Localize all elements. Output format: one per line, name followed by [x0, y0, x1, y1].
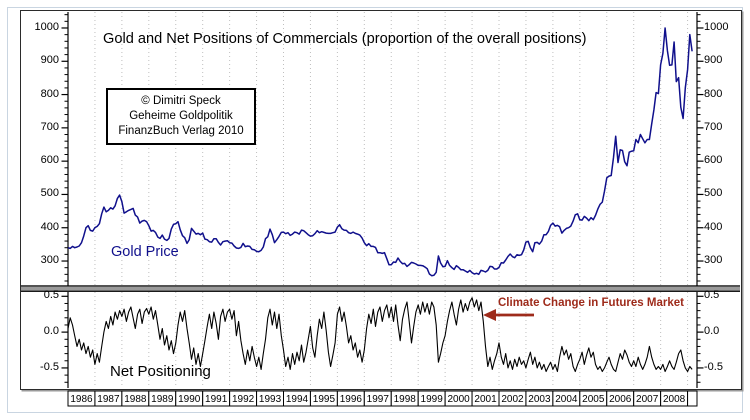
y-axis-tick-label: 1000	[34, 20, 59, 33]
panel-divider	[21, 287, 740, 291]
copyright-line-3: FinanzBuch Verlag 2010	[118, 125, 244, 137]
x-axis-year-label: 1987	[97, 393, 120, 405]
copyright-line-2: Geheime Goldpolitik	[129, 110, 233, 122]
y-axis-tick-label: 800	[704, 87, 723, 100]
y-axis-tick-label: 1000	[704, 20, 729, 33]
y-axis-tick-label: 500	[704, 187, 723, 200]
x-axis-year-label: 2002	[501, 393, 524, 405]
chart-title: Gold and Net Positions of Commercials (proportion of the overall positions)	[103, 31, 587, 47]
gold-price-line	[68, 28, 692, 276]
left-arrow-icon	[483, 309, 496, 321]
y-axis-tick-label: -0.5	[704, 360, 723, 373]
y-axis-tick-label: 300	[704, 254, 723, 267]
y-axis-tick-label: 400	[704, 220, 723, 233]
y-axis-tick-label: 0.5	[704, 289, 720, 302]
net-positioning-series-label: Net Positioning	[110, 363, 211, 380]
x-axis-year-label: 1988	[124, 393, 147, 405]
year-cell-empty	[688, 391, 697, 406]
x-axis-year-label: 2007	[636, 393, 659, 405]
annotation-label: Climate Change in Futures Market	[498, 297, 684, 309]
y-axis-tick-label: 0.5	[43, 289, 59, 302]
y-axis-tick-label: 700	[40, 120, 59, 133]
y-axis-tick-label: 300	[40, 254, 59, 267]
x-axis-year-label: 2003	[528, 393, 551, 405]
y-axis-tick-label: 400	[40, 220, 59, 233]
y-axis-tick-label: 500	[40, 187, 59, 200]
x-axis-year-label: 1991	[205, 393, 228, 405]
x-axis-year-label: 1998	[393, 393, 416, 405]
y-axis-tick-label: 600	[704, 154, 723, 167]
x-axis-year-label: 1995	[312, 393, 336, 405]
y-axis-tick-label: 0.0	[704, 325, 720, 338]
y-axis-tick-label: 700	[704, 120, 723, 133]
x-axis-year-label: 2006	[609, 393, 632, 405]
x-axis-year-label: 2005	[582, 393, 605, 405]
x-axis-year-label: 1999	[420, 393, 443, 405]
copyright-line-1: © Dimitri Speck	[141, 95, 221, 107]
y-axis-tick-label: 600	[40, 154, 59, 167]
x-axis-year-label: 1994	[285, 393, 309, 405]
gold-price-series-label: Gold Price	[111, 244, 179, 260]
x-axis-year-label: 1992	[231, 393, 255, 405]
x-axis-year-label: 1993	[258, 393, 282, 405]
x-axis-year-label: 2000	[447, 393, 470, 405]
y-axis-tick-label: -0.5	[40, 360, 59, 373]
x-axis-year-label: 1997	[366, 393, 389, 405]
y-axis-tick-label: 800	[40, 87, 59, 100]
x-axis-year-label: 1990	[178, 393, 201, 405]
x-axis-year-label: 2001	[474, 393, 497, 405]
x-axis-year-label: 1986	[70, 393, 93, 405]
x-axis-year-label: 2004	[555, 393, 578, 405]
x-axis-year-label: 2008	[662, 393, 686, 405]
y-axis-tick-label: 0.0	[43, 325, 59, 338]
copyright-box	[106, 88, 256, 145]
x-axis-year-label: 1989	[151, 393, 174, 405]
y-axis-tick-label: 900	[704, 54, 723, 67]
y-axis-tick-label: 900	[40, 54, 59, 67]
x-axis-year-label: 1996	[339, 393, 362, 405]
